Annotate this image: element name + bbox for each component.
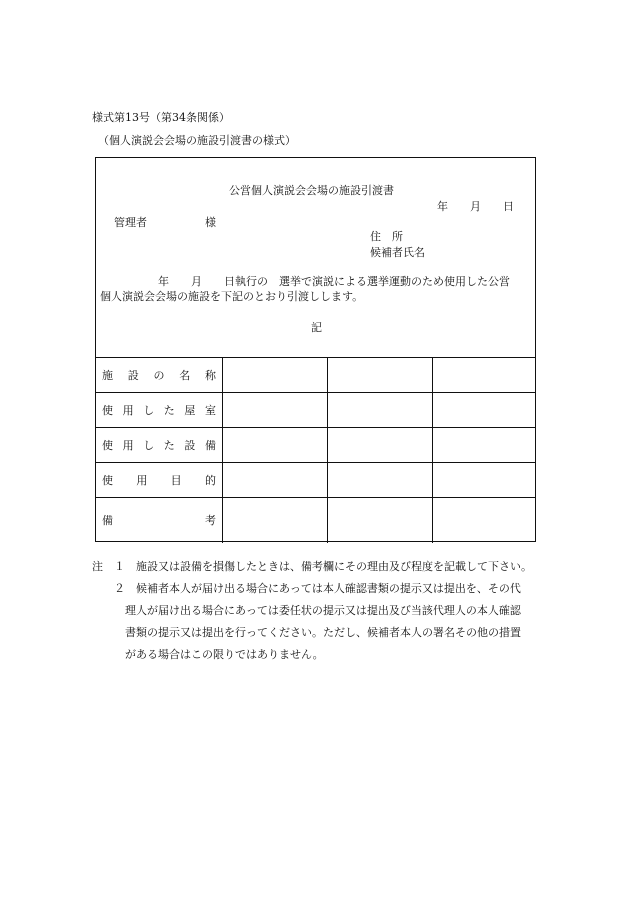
label-char: し	[143, 438, 155, 452]
label-char: 設	[184, 438, 196, 452]
ki-label: 記	[311, 321, 322, 334]
label-char: の	[153, 368, 165, 382]
label-char: た	[163, 403, 175, 417]
label-char: 備	[204, 438, 216, 452]
label-char: 用	[136, 473, 148, 487]
label-char: 使	[102, 403, 113, 417]
note-line: 理人が届け出る場合にあっては委任状の提示又は提出及び当該代理人の本人確認	[92, 604, 521, 617]
label-char: 室	[204, 403, 216, 417]
label-char: 施	[102, 368, 113, 382]
date-line: 年 月 日	[437, 200, 514, 213]
body-text-line-1: 年 月 日執行の 選挙で演説による選挙運動のため使用した公営	[158, 275, 510, 288]
label-char: 名	[179, 368, 191, 382]
label-char: 備	[102, 514, 113, 527]
notes	[92, 556, 532, 666]
label-char: 称	[205, 368, 216, 382]
form-subtitle: （個人演説会会場の施設引渡書の様式）	[98, 134, 296, 147]
address-label: 住 所	[370, 230, 403, 243]
note-line: 書類の提示又は提出を行ってください。ただし、候補者本人の署名その他の措置	[92, 626, 521, 639]
table-col-line	[222, 357, 223, 543]
row-label-remarks	[96, 498, 222, 543]
row-label-purpose	[96, 463, 222, 497]
manager-label: 管理者	[114, 216, 147, 229]
label-char: 目	[170, 473, 182, 487]
label-char: 用	[122, 438, 134, 452]
label-char: 使	[102, 473, 113, 487]
label-char: た	[163, 438, 175, 452]
body-text-line-2: 個人演説会会場の施設を下記のとおり引渡しします。	[100, 290, 364, 303]
form-number: 様式第13号（第34条関係）	[92, 111, 230, 124]
candidate-name-label: 候補者氏名	[370, 246, 425, 259]
label-char: 用	[122, 403, 134, 417]
form-box	[95, 157, 536, 542]
note-line: ２ 候補者本人が届け出る場合にあっては本人確認書類の提示又は提出を、その代	[92, 582, 521, 595]
row-label-used-equipment	[96, 428, 222, 462]
document-title: 公営個人演説会会場の施設引渡書	[229, 184, 394, 197]
label-char: し	[143, 403, 155, 417]
row-label-used-room	[96, 393, 222, 427]
label-char: 屋	[184, 403, 196, 417]
table-col-line	[432, 357, 433, 543]
sama-label: 様	[205, 216, 216, 229]
note-line: がある場合はこの限りではありません。	[92, 648, 324, 661]
label-char: 考	[205, 514, 216, 527]
label-char: 使	[102, 438, 113, 452]
table-col-line	[327, 357, 328, 543]
label-char: 的	[204, 473, 216, 487]
label-char: 設	[127, 368, 139, 382]
row-label-facility-name	[96, 358, 222, 392]
note-line: 注 １ 施設又は設備を損傷したときは、備考欄にその理由及び程度を記載して下さい。	[92, 560, 532, 573]
